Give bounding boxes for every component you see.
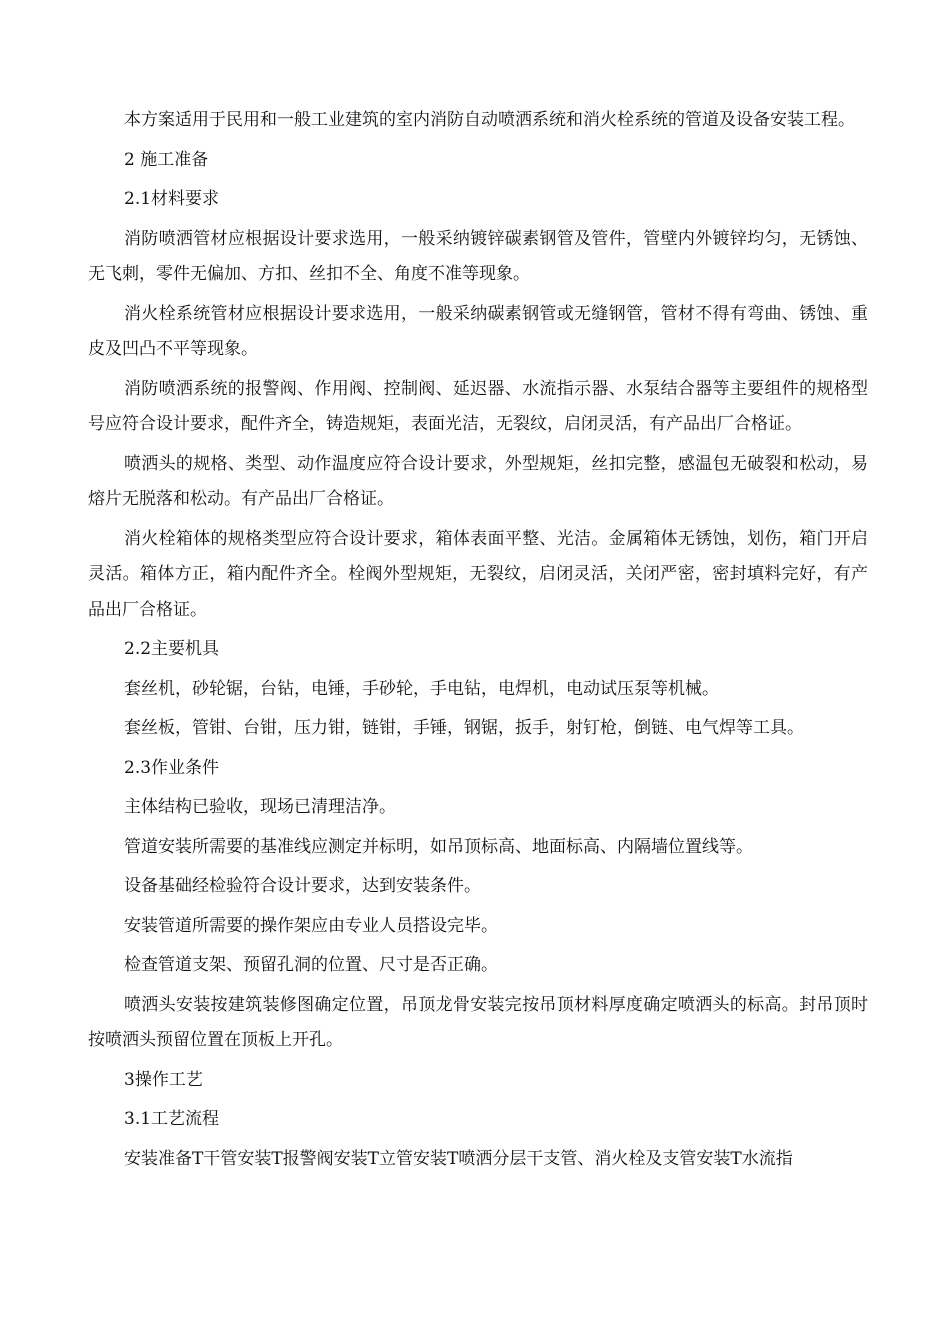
paragraph-reference-lines: 管道安装所需要的基准线应测定并标明，如吊顶标高、地面标高、内隔墙位置线等。 [124, 836, 753, 857]
paragraph-structure-accepted: 主体结构已验收，现场已清理洁净。 [124, 797, 396, 817]
paragraph-sprinkler-components: 消防喷洒系统的报警阀、作用阀、控制阀、延迟器、水流指示器、水泵结合器等主要组件的规格型号应符合设计要求，配件齐全，铸造规矩，表面光洁，无裂纹，启闭灵活，有产品出厂合格证。 [88, 378, 868, 434]
paragraph-machinery: 套丝机，砂轮锯，台钻，电锤，手砂轮，手电钻，电焊机，电动试压泵等机械。 [124, 678, 719, 699]
paragraph-scaffolding: 安装管道所需要的操作架应由专业人员搭设完毕。 [124, 915, 498, 936]
subsection-heading-process-flow: 3.1工艺流程 [124, 1109, 220, 1129]
section-heading-operation-process: 3操作工艺 [124, 1069, 203, 1090]
paragraph-hydrant-pipe: 消火栓系统管材应根据设计要求选用，一般采纳碳素钢管或无缝钢管，管材不得有弯曲、锈蚀、重皮及凹凸不平等现象。 [88, 303, 868, 359]
subsection-heading-tools: 2.2主要机具 [124, 639, 220, 659]
paragraph-hand-tools: 套丝板，管钳、台钳，压力钳，链钳，手锤，钢锯，扳手，射钉枪，倒链、电气焊等工具。 [124, 718, 804, 738]
scope-paragraph: 本方案适用于民用和一般工业建筑的室内消防自动喷洒系统和消火栓系统的管道及设备安装工程。 [124, 110, 855, 130]
paragraph-sprinkler-positioning: 喷洒头安装按建筑装修图确定位置，吊顶龙骨安装完按吊顶材料厚度确定喷洒头的标高。封吊顶时按喷洒头预留位置在顶板上开孔。 [88, 994, 868, 1050]
paragraph-process-sequence: 安装准备T干管安装T报警阀安装T立管安装T喷洒分层干支管、消火栓及支管安装T水流指 [124, 1148, 793, 1169]
paragraph-sprinkler-pipe: 消防喷洒管材应根据设计要求选用，一般采纳镀锌碳素钢管及管件，管壁内外镀锌均匀，无锈蚀、无飞刺，零件无偏加、方扣、丝扣不全、角度不准等现象。 [88, 228, 868, 284]
paragraph-equipment-foundation: 设备基础经检验符合设计要求，达到安装条件。 [124, 876, 481, 896]
paragraph-sprinkler-heads: 喷洒头的规格、类型、动作温度应符合设计要求，外型规矩，丝扣完整，感温包无破裂和松动，易熔片无脱落和松动。有产品出厂合格证。 [88, 453, 868, 509]
section-heading-construction-prep: 2 施工准备 [124, 149, 209, 170]
document-body [88, 103, 868, 1177]
subsection-heading-materials: 2.1材料要求 [124, 189, 220, 209]
paragraph-check-supports: 检查管道支架、预留孔洞的位置、尺寸是否正确。 [124, 955, 498, 975]
subsection-heading-conditions: 2.3作业条件 [124, 757, 220, 778]
paragraph-hydrant-cabinet: 消火栓箱体的规格类型应符合设计要求，箱体表面平整、光洁。金属箱体无锈蚀，划伤，箱门开启灵活。箱体方正，箱内配件齐全。栓阀外型规矩，无裂纹，启闭灵活，关闭严密，密封填料完好，有产品出厂合格证。 [88, 528, 868, 620]
